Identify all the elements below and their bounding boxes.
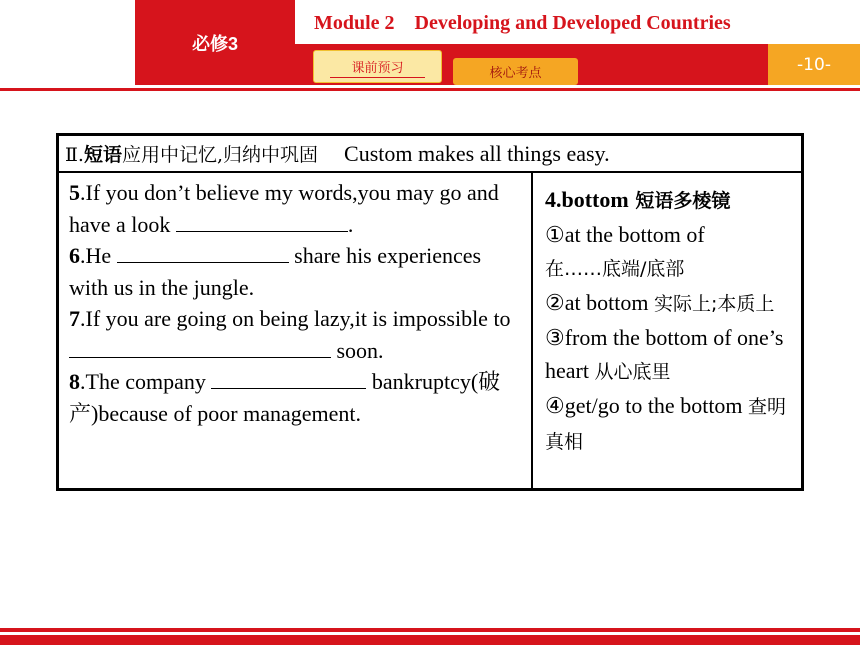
- phrase-en: ③from the bottom of one’s heart: [545, 325, 784, 383]
- exercise-text: .He: [80, 243, 117, 268]
- answer-blank[interactable]: [69, 339, 331, 358]
- phrase-box-title-cn: 短语多棱镜: [628, 190, 731, 212]
- exercise-item: [69, 366, 523, 429]
- module-title: Module 2 Developing and Developed Countries: [314, 12, 731, 34]
- tab-preview-label: 课前预习: [351, 61, 404, 76]
- exercise-item: [69, 240, 523, 303]
- tab-preview[interactable]: [313, 50, 442, 83]
- page-number: -10-: [768, 44, 860, 85]
- phrase-en: ②at bottom: [545, 290, 654, 315]
- phrase-cn: 从心底里: [594, 361, 671, 383]
- answer-blank[interactable]: [176, 213, 348, 232]
- exercise-text-after: .: [347, 211, 354, 237]
- exercise-number: 7: [69, 306, 80, 331]
- section-numeral: Ⅱ.: [65, 144, 84, 166]
- exercise-number: 8: [69, 369, 80, 394]
- exercises-column: [59, 173, 533, 488]
- exercise-text-after: share his experiences with us in the jungle.: [69, 243, 482, 300]
- exercise-item: [69, 177, 523, 240]
- exercise-text: .The company: [80, 369, 212, 394]
- header-divider: [0, 88, 860, 91]
- phrase-cn: 在……底端/底部: [545, 258, 685, 280]
- phrase-item: [545, 286, 793, 321]
- phrase-box-title: [545, 183, 793, 218]
- footer-divider: [0, 628, 860, 632]
- tab-core-points-label: 核心考点: [489, 66, 542, 81]
- phrase-cn: 实际上;本质上: [653, 293, 775, 315]
- tab-core-points[interactable]: [453, 58, 578, 85]
- exercise-text-after: bankruptcy(破产)because of poor management.: [69, 369, 501, 426]
- exercise-number: 5: [69, 180, 80, 205]
- phrase-cn: 查明真相: [545, 396, 787, 453]
- section-heading-rest: 应用中记忆,归纳中巩固: [121, 144, 319, 166]
- phrase-en: ④get/go to the bottom: [545, 393, 749, 418]
- section-motto: Custom makes all things easy.: [344, 141, 610, 166]
- phrase-item: [545, 321, 793, 389]
- header-left-blank: [0, 0, 135, 85]
- book-label: [135, 0, 295, 85]
- exercise-table: [56, 133, 804, 491]
- phrase-en: ①at the bottom of: [545, 222, 705, 247]
- phrase-box: [533, 173, 801, 488]
- footer-bar: [0, 635, 860, 645]
- book-label-text: 必修3: [191, 33, 238, 54]
- tab-underline: [330, 77, 425, 78]
- exercise-text: .If you are going on being lazy,it is impossible to: [80, 306, 511, 331]
- answer-blank[interactable]: [211, 370, 366, 389]
- section-heading: [59, 136, 801, 173]
- exercise-text: .If you don’t believe my words,you may go and have a look: [69, 180, 499, 237]
- exercise-item: [69, 303, 523, 366]
- phrase-item: [545, 389, 793, 459]
- phrase-box-title-num: 4.bottom: [545, 187, 629, 212]
- exercise-number: 6: [69, 243, 80, 268]
- answer-blank[interactable]: [117, 244, 289, 263]
- section-heading-bold: 短语: [83, 144, 122, 166]
- exercise-text-after: soon.: [331, 337, 384, 363]
- phrase-item: [545, 218, 793, 286]
